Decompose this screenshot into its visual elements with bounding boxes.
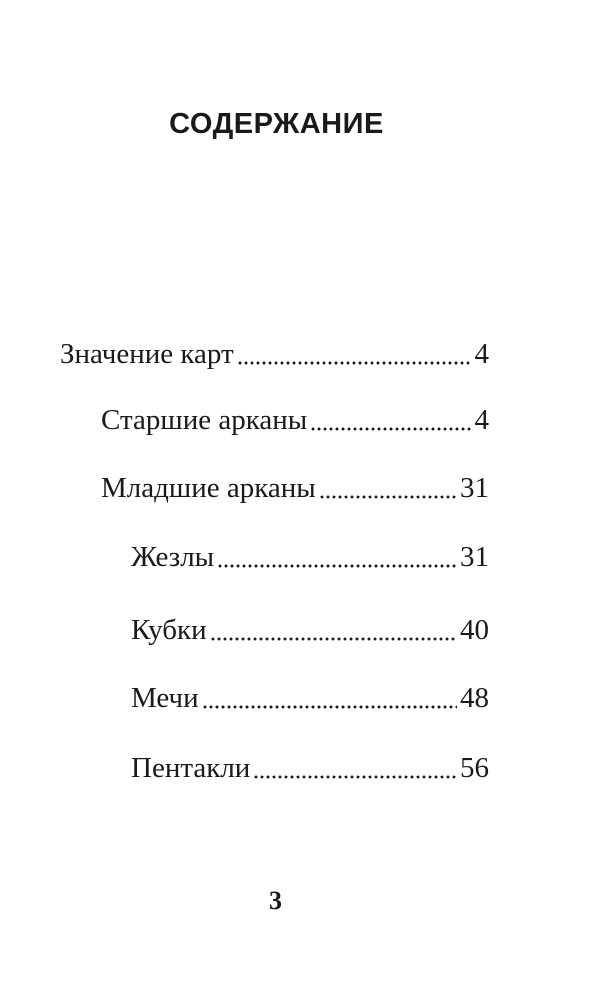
toc-entry-page-number: 56 [460, 752, 489, 784]
toc-entry-label: Жезлы [131, 541, 215, 573]
toc-entry-label: Старшие арканы [101, 404, 308, 436]
toc-entry-pentacles[interactable] [131, 748, 489, 788]
toc-entry-swords[interactable] [131, 678, 489, 718]
toc-entry-label: Младшие арканы [101, 472, 316, 504]
toc-entry-cups[interactable] [131, 610, 489, 650]
toc-entry-card-meanings[interactable] [60, 334, 489, 374]
dot-leader [310, 400, 471, 440]
toc-entry-label: Кубки [131, 614, 207, 646]
dot-leader [217, 537, 457, 577]
toc-entry-page-number: 40 [460, 614, 489, 646]
toc-entry-page-number: 31 [460, 541, 489, 573]
dot-leader [319, 468, 457, 508]
toc-entry-page-number: 31 [460, 472, 489, 504]
dot-leader [202, 678, 457, 718]
toc-entry-label: Мечи [131, 682, 199, 714]
toc-entry-page-number: 4 [474, 338, 489, 370]
dot-leader [237, 334, 472, 374]
toc-entry-page-number: 48 [460, 682, 489, 714]
page-number: 3 [269, 886, 282, 915]
toc-entry-label: Пентакли [131, 752, 251, 784]
toc-entry-minor-arcana[interactable] [101, 468, 489, 508]
page-title: СОДЕРЖАНИЕ [169, 108, 384, 140]
toc-entry-page-number: 4 [474, 404, 489, 436]
dot-leader [210, 610, 457, 650]
toc-entry-label: Значение карт [60, 338, 234, 370]
toc-entry-major-arcana[interactable] [101, 400, 489, 440]
dot-leader [253, 748, 457, 788]
toc-entry-wands[interactable] [131, 537, 489, 577]
